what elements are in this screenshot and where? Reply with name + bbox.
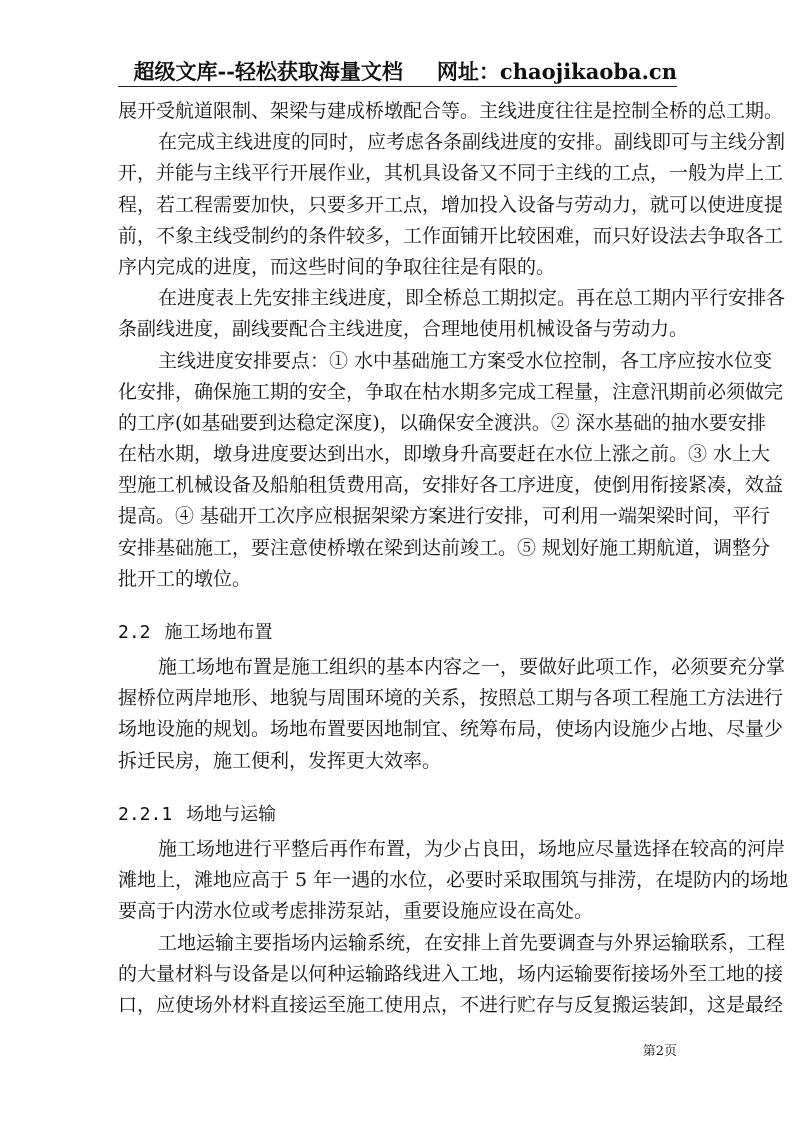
- text-line: 在枯水期，墩身进度要达到出水，即墩身升高要赶在水位上涨之前。③ 水上大: [118, 443, 771, 466]
- body-block-2: [118, 652, 786, 777]
- text-line: 条副线进度，副线要配合主线进度，合理地使用机械设备与劳动力。: [118, 318, 689, 341]
- text-line: 施工场地进行平整后再作布置，为少占良田，场地应尽量选择在较高的河岸: [158, 838, 786, 860]
- text-line: 序内完成的进度，而这些时间的争取往往是有限的。: [118, 255, 556, 278]
- section-number: 2.2: [118, 622, 151, 643]
- page-number: 第2页: [642, 1044, 677, 1059]
- text-line: 前，不象主线受制约的条件较多，工作面铺开比较困难，而只好设法去争取各工: [118, 224, 784, 247]
- section-title: 场地与运输: [186, 804, 277, 825]
- text-line: 在完成主线进度的同时，应考虑各条副线进度的安排。副线即可与主线分割: [158, 131, 786, 154]
- text-line: 的大量材料与设备是以何种运输路线进入工地，场内运输要衔接场外至工地的接: [118, 962, 784, 985]
- section-heading-2-2-1: [118, 799, 677, 830]
- body-block-1: [118, 96, 786, 595]
- section-title: 施工场地布置: [164, 622, 273, 643]
- text-line: 在进度表上先安排主线进度，即全桥总工期拟定。再在总工期内平行安排各: [158, 287, 786, 310]
- text-line: 开，并能与主线平行开展作业，其机具设备又不同于主线的工点，一般为岸上工: [118, 162, 784, 185]
- header-title: 超级文库--轻松获取海量文档: [133, 59, 403, 84]
- text-line: 滩地上，滩地应高于 5 年一遇的水位，必要时采取围筑与排涝，在堤防内的场地: [118, 869, 789, 892]
- text-line: 安排基础施工，要注意使桥墩在梁到达前竣工。⑤ 规划好施工期航道，调整分: [118, 536, 771, 559]
- text-line: 的工序(如基础要到达稳定深度)，以确保安全渡洪。② 深水基础的抽水要安排: [118, 411, 766, 434]
- text-line: 要高于内涝水位或考虑排涝泵站，重要设施应设在高处。: [118, 900, 594, 923]
- text-line: 主线进度安排要点：① 水中基础施工方案受水位控制，各工序应按水位变: [158, 349, 773, 372]
- text-line: 口，应使场外材料直接运至施工使用点，不进行贮存与反复搬运装卸，这是最经: [118, 993, 784, 1016]
- text-line: 程，若工程需要加快，只要多开工点，增加投入设备与劳动力，就可以使进度提: [118, 193, 784, 216]
- text-line: 展开受航道限制、架梁与建成桥墩配合等。主线进度往往是控制全桥的总工期。: [118, 100, 784, 122]
- header-rule: [118, 86, 677, 87]
- text-line: 拆迁民房，施工便利，发挥更大效率。: [118, 749, 442, 772]
- text-line: 握桥位两岸地形、地貌与周围环境的关系，按照总工期与各项工程施工方法进行: [118, 687, 784, 710]
- text-line: 施工场地布置是施工组织的基本内容之一，要做好此项工作，必须要充分掌: [158, 656, 786, 678]
- text-line: 批开工的墩位。: [118, 567, 252, 590]
- page-header: [118, 56, 677, 86]
- header-site: 网址：chaojikaoba.cn: [436, 59, 677, 84]
- text-line: 工地运输主要指场内运输系统，在安排上首先要调查与外界运输联系，工程: [158, 931, 786, 954]
- text-line: 化安排，确保施工期的安全，争取在枯水期多完成工程量，注意汛期前必须做完: [118, 380, 784, 403]
- section-number: 2.2.1: [118, 804, 173, 825]
- text-line: 型施工机械设备及船舶租赁费用高，安排好各工序进度，使倒用衔接紧凑，效益: [118, 474, 784, 497]
- text-line: 场地设施的规划。场地布置要因地制宜、统筹布局，使场内设施少占地、尽量少: [118, 718, 784, 741]
- text-line: 提高。④ 基础开工次序应根据架梁方案进行安排，可利用一端架梁时间，平行: [118, 505, 771, 528]
- body-block-3: [118, 834, 789, 1021]
- section-heading-2-2: [118, 617, 677, 648]
